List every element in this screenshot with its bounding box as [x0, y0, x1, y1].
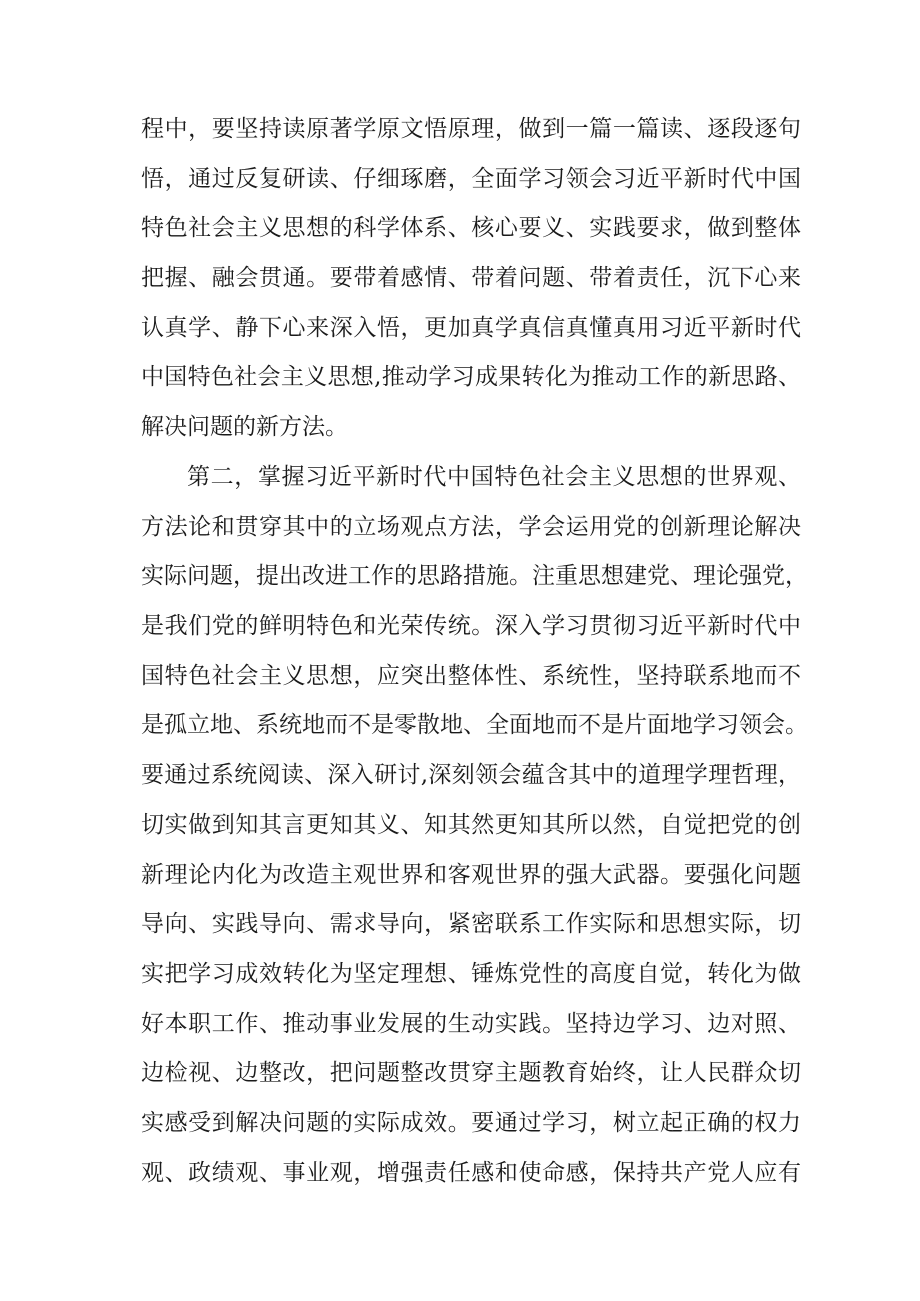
- text-line: 实际问题，提出改进工作的思路措施。注重思想建党、理论强党，: [141, 563, 808, 590]
- paragraph-second: [141, 453, 808, 1198]
- text-line: 国特色社会主义思想，应突出整体性、系统性，坚持联系地而不: [141, 662, 801, 689]
- paragraph-continued: [141, 105, 801, 453]
- text-line: 实感受到解决问题的实际成效。要通过学习，树立起正确的权力: [141, 1109, 801, 1136]
- text-line: 新理论内化为改造主观世界和客观世界的强大武器。要强化问题: [141, 861, 801, 888]
- text-line: 要通过系统阅读、深入研讨,深刻领会蕴含其中的道理学理哲理，: [141, 762, 801, 789]
- text-line: 把握、融会贯通。要带着感情、带着问题、带着责任，沉下心来: [141, 265, 801, 292]
- text-line: 第二，掌握习近平新时代中国特色社会主义思想的世界观、: [187, 464, 801, 490]
- text-line: 切实做到知其言更知其义、知其然更知其所以然，自觉把党的创: [141, 811, 801, 838]
- text-line: 程中，要坚持读原著学原文悟原理，做到一篇一篇读、逐段逐句: [141, 116, 801, 142]
- text-line: 观、政绩观、事业观，增强责任感和使命感，保持共产党人应有: [141, 1159, 801, 1186]
- text-line: 边检视、边整改，把问题整改贯穿主题教育始终，让人民群众切: [141, 1060, 801, 1087]
- text-line: 是孤立地、系统地而不是零散地、全面地而不是片面地学习领会。: [141, 712, 808, 739]
- text-line: 特色社会主义思想的科学体系、核心要义、实践要求，做到整体: [141, 215, 801, 242]
- text-line: 中国特色社会主义思想,推动学习成果转化为推动工作的新思路、: [141, 364, 801, 391]
- text-line: 实把学习成效转化为坚定理想、锤炼党性的高度自觉，转化为做: [141, 960, 801, 987]
- text-line: 方法论和贯穿其中的立场观点方法，学会运用党的创新理论解决: [141, 513, 801, 540]
- text-line: 认真学、静下心来深入悟，更加真学真信真懂真用习近平新时代: [141, 314, 801, 341]
- text-line: 是我们党的鲜明特色和光荣传统。深入学习贯彻习近平新时代中: [141, 613, 801, 640]
- text-line: 悟，通过反复研读、仔细琢磨，全面学习领会习近平新时代中国: [141, 165, 801, 192]
- text-line: 解决问题的新方法。: [141, 414, 348, 441]
- text-line: 好本职工作、推动事业发展的生动实践。坚持边学习、边对照、: [141, 1010, 801, 1037]
- text-line: 导向、实践导向、需求导向，紧密联系工作实际和思想实际，切: [141, 911, 801, 938]
